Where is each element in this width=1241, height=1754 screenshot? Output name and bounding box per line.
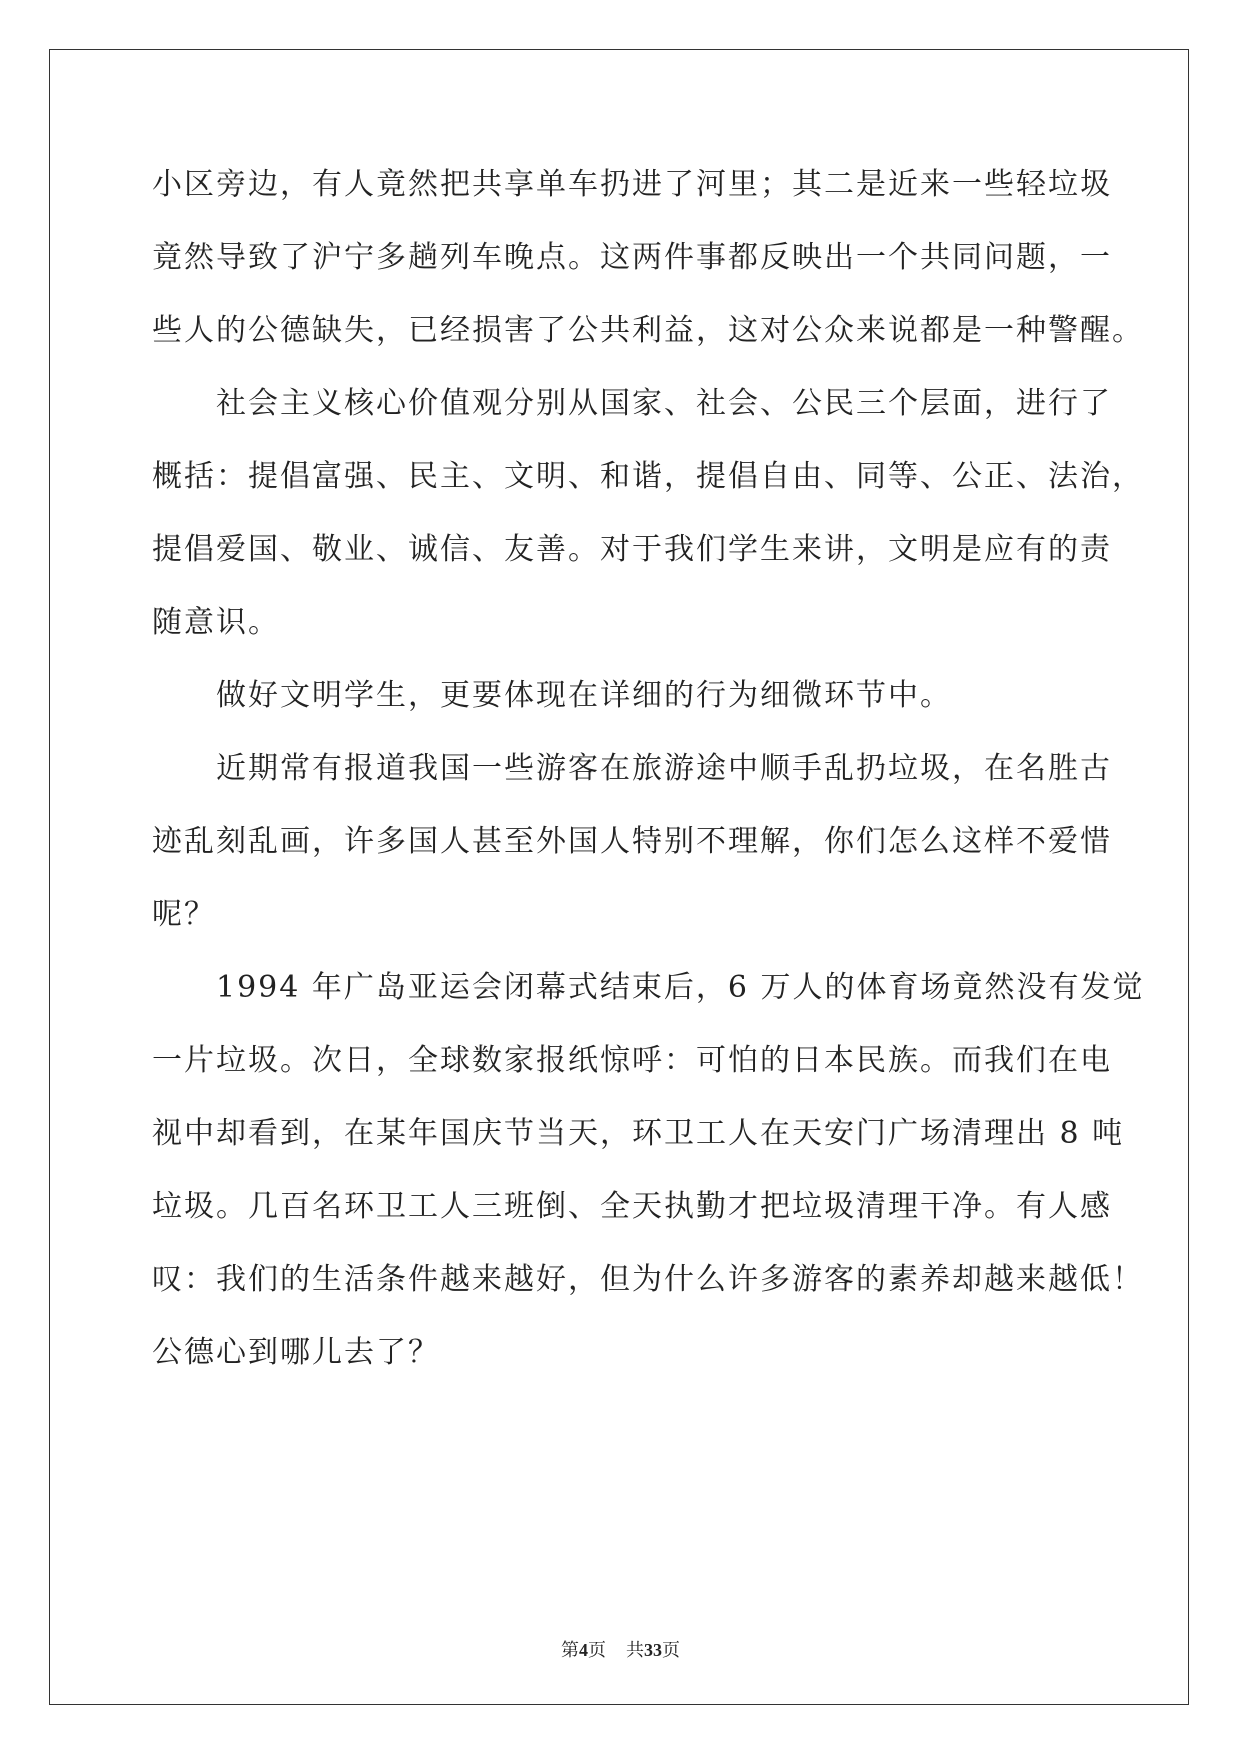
text-line: 些人的公德缺失，已经损害了公共利益，这对公众来说都是一种警醒。 (152, 313, 1144, 348)
page-suffix: 页 (588, 1640, 606, 1660)
text-line: 概括：提倡富强、民主、文明、和谐，提倡自由、同等、公正、法治， (152, 459, 1144, 494)
text-line: 视中却看到，在某年国庆节当天，环卫工人在天安门广场清理出 8 吨 (152, 1116, 1125, 1151)
total-pages: 33 (644, 1640, 662, 1660)
text-line: 提倡爱国、敬业、诚信、友善。对于我们学生来讲，文明是应有的责 (152, 532, 1112, 567)
text-line: 随意识。 (152, 605, 280, 640)
paragraph-start-line: 做好文明学生，更要体现在详细的行为细微环节中。 (216, 678, 952, 713)
text-line: 迹乱刻乱画，许多国人甚至外国人特别不理解，你们怎么这样不爱惜 (152, 824, 1112, 859)
page-number: 4 (579, 1640, 588, 1660)
paragraph-start-line: 1994 年广岛亚运会闭幕式结束后，6 万人的体育场竟然没有发觉 (216, 970, 1145, 1005)
paragraph-start-line: 近期常有报道我国一些游客在旅游途中顺手乱扔垃圾，在名胜古 (216, 751, 1112, 786)
text-line: 呢？ (152, 897, 216, 932)
page-prefix: 第 (561, 1640, 579, 1660)
total-suffix: 页 (662, 1640, 680, 1660)
total-prefix: 共 (626, 1640, 644, 1660)
text-line: 叹：我们的生活条件越来越好，但为什么许多游客的素养却越来越低！ (152, 1262, 1144, 1297)
text-line: 垃圾。几百名环卫工人三班倒、全天执勤才把垃圾清理干净。有人感 (152, 1189, 1112, 1224)
text-line: 小区旁边，有人竟然把共享单车扔进了河里；其二是近来一些轻垃圾 (152, 167, 1112, 202)
text-line: 公德心到哪儿去了？ (152, 1335, 440, 1370)
page-footer (0, 1636, 1241, 1662)
page-border (49, 49, 1189, 1705)
paragraph-start-line: 社会主义核心价值观分别从国家、社会、公民三个层面，进行了 (216, 386, 1112, 421)
text-line: 一片垃圾。次日，全球数家报纸惊呼：可怕的日本民族。而我们在电 (152, 1043, 1112, 1078)
text-line: 竟然导致了沪宁多趟列车晚点。这两件事都反映出一个共同问题，一 (152, 240, 1112, 275)
